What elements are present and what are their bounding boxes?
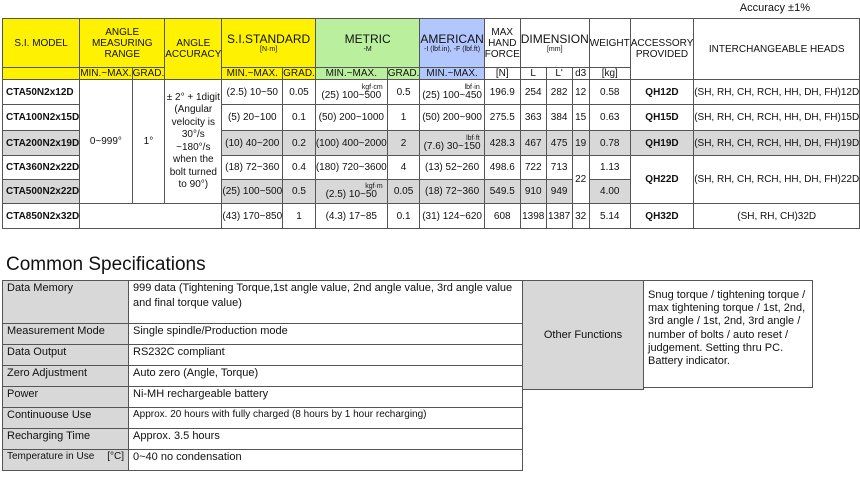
header-metric-label: METRIC	[344, 31, 391, 46]
other-functions-value: Snug torque / tightening torque / max tightening torque / 1st, 2nd, 3rd angle / 1st, 2nd, 3rd angle / number of bolts / auto reset / judgement. Setting thru PC. Battery indicator.	[643, 280, 813, 388]
common-label-text: Temperature in Use	[7, 451, 95, 462]
cell-force: 498.6	[484, 156, 520, 180]
american-unit-note-2: lbf·ft	[466, 134, 480, 142]
cell-heads: (SH, RH, CH, RCH, HH, DH, FH)22D	[694, 156, 860, 204]
table-row-model: CTA500N2x22D	[3, 180, 80, 204]
metric-unit-note-2: kgf·m	[365, 183, 383, 190]
cell-force: 549.5	[484, 180, 520, 204]
header-metric	[315, 19, 420, 68]
header-max-hand: MAX HAND FORCE	[484, 19, 520, 68]
cell-si-grad: 0.05	[283, 80, 316, 105]
table-row-model: CTA850N2x32D	[3, 204, 80, 229]
cell-weight: 0.78	[589, 131, 630, 156]
common-value: RS232C compliant	[129, 345, 523, 366]
angle-range-value: 0~999°	[80, 80, 132, 204]
cell-si: (5) 20~100	[222, 105, 283, 131]
cell-metric-value: (2.5) 10~50	[325, 189, 377, 200]
header-dimension	[520, 19, 589, 68]
common-label	[3, 450, 129, 471]
table-row-model: CTA100N2x15D	[3, 105, 80, 131]
cell-force: 275.5	[484, 105, 520, 131]
common-value: Single spindle/Production mode	[129, 324, 523, 345]
cell-accessory: QH32D	[630, 204, 693, 229]
common-value: 0~40 no condensation	[129, 450, 523, 471]
table-row-model: CTA360N2x22D	[3, 156, 80, 180]
cell-metric	[315, 80, 387, 105]
common-specs-title: Common Specifications	[6, 254, 206, 275]
header-angle-minmax: MIN.~MAX.	[80, 68, 132, 79]
common-value: 999 data (Tightening Torque,1st angle value, 2nd angle value, 3rd angle value and final torque value)	[129, 281, 523, 324]
cell-accessory: QH22D	[630, 156, 693, 204]
header-weight-unit: [kg]	[589, 68, 630, 80]
common-specs-table	[2, 280, 523, 471]
cell-american	[420, 131, 484, 156]
cell-si: (18) 72~360	[222, 156, 283, 180]
angle-grad-value: 1°	[132, 80, 165, 204]
cell-metric-grad: 1	[387, 105, 420, 131]
cell-si-grad: 1	[283, 204, 316, 229]
common-value: Auto zero (Angle, Torque)	[129, 366, 523, 387]
header-model: S.I. MODEL	[3, 19, 80, 68]
header-metric-unit: -M	[363, 45, 372, 53]
header-dimension-unit: [mm]	[546, 45, 563, 53]
cell-metric: (100) 400~2000	[315, 131, 387, 156]
metric-unit-note: kgf·cm	[361, 83, 383, 91]
cell-metric: (4.3) 17~85	[315, 204, 387, 229]
cell-heads: (SH, RH, CH)32D	[694, 204, 860, 229]
header-si	[222, 19, 315, 68]
cell-si: (10) 40~200	[222, 131, 283, 156]
cell-force: 196.9	[484, 80, 520, 105]
header-max-hand-unit: [N]	[484, 68, 520, 80]
cell-american: (50) 200~900	[420, 105, 484, 131]
cell-l2: 282	[546, 80, 572, 105]
header-si-grad: GRAD.	[283, 68, 315, 79]
cell-metric-grad: 0.05	[387, 180, 420, 204]
header-accessory: ACCESSORY PROVIDED	[630, 19, 693, 80]
cell-l: 722	[520, 156, 546, 180]
cell-l2: 713	[546, 156, 572, 180]
header-weight: WEIGHT	[589, 19, 630, 68]
cell-l2: 384	[546, 105, 572, 131]
cell-accessory: QH19D	[630, 131, 693, 156]
header-angle-range: ANGLE MEASURING RANGE	[80, 19, 165, 68]
cell-metric: (50) 200~1000	[315, 105, 387, 131]
cell-heads: (SH, RH, CH, RCH, HH, DH, FH)15D	[694, 105, 860, 131]
cell-american	[420, 80, 484, 105]
cell-american: (18) 72~360	[420, 180, 484, 204]
cell-american: (13) 52~260	[420, 156, 484, 180]
angle-blank	[80, 204, 222, 229]
cell-metric-grad: 2	[387, 131, 420, 156]
cell-si: (43) 170~850	[222, 204, 283, 229]
header-angle-grad: GRAD.	[132, 68, 165, 79]
cell-l2: 949	[546, 180, 572, 204]
cell-american: (31) 124~620	[420, 204, 484, 229]
cell-d3: 15	[572, 105, 589, 131]
other-functions-label: Other Functions	[522, 280, 644, 390]
table-row-model: CTA200N2x19D	[3, 131, 80, 156]
cell-l2: 475	[546, 131, 572, 156]
cell-weight: 0.58	[589, 80, 630, 105]
cell-force: 608	[484, 204, 520, 229]
cell-l: 363	[520, 105, 546, 131]
cell-metric	[315, 180, 387, 204]
header-si-label: S.I.STANDARD	[227, 31, 311, 46]
cell-metric-grad: 0.1	[387, 204, 420, 229]
cell-accessory: QH12D	[630, 80, 693, 105]
common-value: Approx. 3.5 hours	[129, 429, 523, 450]
common-label: Data Output	[3, 345, 129, 366]
cell-accessory: QH15D	[630, 105, 693, 131]
cell-si: (2.5) 10~50	[222, 80, 283, 105]
header-metric-minmax: MIN.~MAX.	[315, 68, 387, 80]
header-si-minmax: MIN.~MAX.	[222, 68, 283, 80]
cell-si: (25) 100~500	[222, 180, 283, 204]
cell-metric-grad: 4	[387, 156, 420, 180]
accuracy-note: Accuracy ±1%	[739, 2, 810, 14]
cell-si-grad: 0.1	[283, 105, 316, 131]
common-label: Zero Adjustment	[3, 366, 129, 387]
header-dimension-label: DIMENSION	[520, 31, 589, 46]
cell-american-value: (7.6) 30~150	[423, 140, 481, 152]
cell-weight: 0.63	[589, 105, 630, 131]
cell-d3: 32	[572, 204, 589, 229]
cell-l: 254	[520, 80, 546, 105]
cell-si-grad: 0.5	[283, 180, 316, 204]
cell-d3: 12	[572, 80, 589, 105]
header-dim-d3: d3	[572, 68, 589, 80]
cell-l: 467	[520, 131, 546, 156]
common-label: Measurement Mode	[3, 324, 129, 345]
header-heads: INTERCHANGEABLE HEADS	[694, 19, 860, 80]
cell-l: 910	[520, 180, 546, 204]
cell-metric: (180) 720~3600	[315, 156, 387, 180]
cell-weight: 5.14	[589, 204, 630, 229]
cell-weight: 1.13	[589, 156, 630, 180]
common-label: Recharging Time	[3, 429, 129, 450]
cell-american-value: (25) 100~450	[422, 89, 482, 101]
common-label-unit: [°C]	[107, 451, 124, 462]
angle-accuracy-value: ± 2° + 1digit (Angular velocity is 30°/s ~180°/s when the bolt turned to 90°)	[165, 80, 222, 204]
common-label: Data Memory	[3, 281, 129, 324]
cell-l: 1398	[520, 204, 546, 229]
table-row-model: CTA50N2x12D	[3, 80, 80, 105]
cell-metric-grad: 0.5	[387, 80, 420, 105]
cell-si-grad: 0.4	[283, 156, 316, 180]
cell-heads: (SH, RH, CH, RCH, HH, DH, FH)12D	[694, 80, 860, 105]
cell-weight: 4.00	[589, 180, 630, 204]
header-dim-l2: L'	[546, 68, 572, 80]
header-model-blank	[3, 68, 80, 80]
american-unit-note: lbf·in	[464, 83, 480, 91]
header-dim-l: L	[520, 68, 546, 80]
spec-table	[2, 18, 860, 229]
header-american-label: AMERICAN	[420, 31, 484, 46]
common-label: Power	[3, 387, 129, 408]
header-si-unit: [N·m]	[260, 45, 278, 53]
common-value: Approx. 20 hours with fully charged (8 hours by 1 hour recharging)	[129, 408, 523, 429]
header-metric-grad: GRAD.	[387, 68, 420, 79]
common-label: Continuouse Use	[3, 408, 129, 429]
common-value: Ni-MH rechargeable battery	[129, 387, 523, 408]
header-american-minmax: MIN.~MAX.	[420, 68, 484, 80]
cell-si-grad: 0.2	[283, 131, 316, 156]
cell-d3: 19	[572, 131, 589, 156]
cell-force: 428.3	[484, 131, 520, 156]
header-angle-accuracy: ANGLE ACCURACY	[165, 19, 222, 80]
cell-metric-value: (25) 100~500	[321, 89, 382, 101]
cell-heads: (SH, RH, CH, RCH, HH, DH, FH)19D	[694, 131, 860, 156]
header-american	[420, 19, 484, 68]
cell-d3: 22	[572, 156, 589, 204]
header-american-unit: -I (lbf.in), -F (lbf.ft)	[424, 45, 481, 53]
cell-l2: 1387	[546, 204, 572, 229]
